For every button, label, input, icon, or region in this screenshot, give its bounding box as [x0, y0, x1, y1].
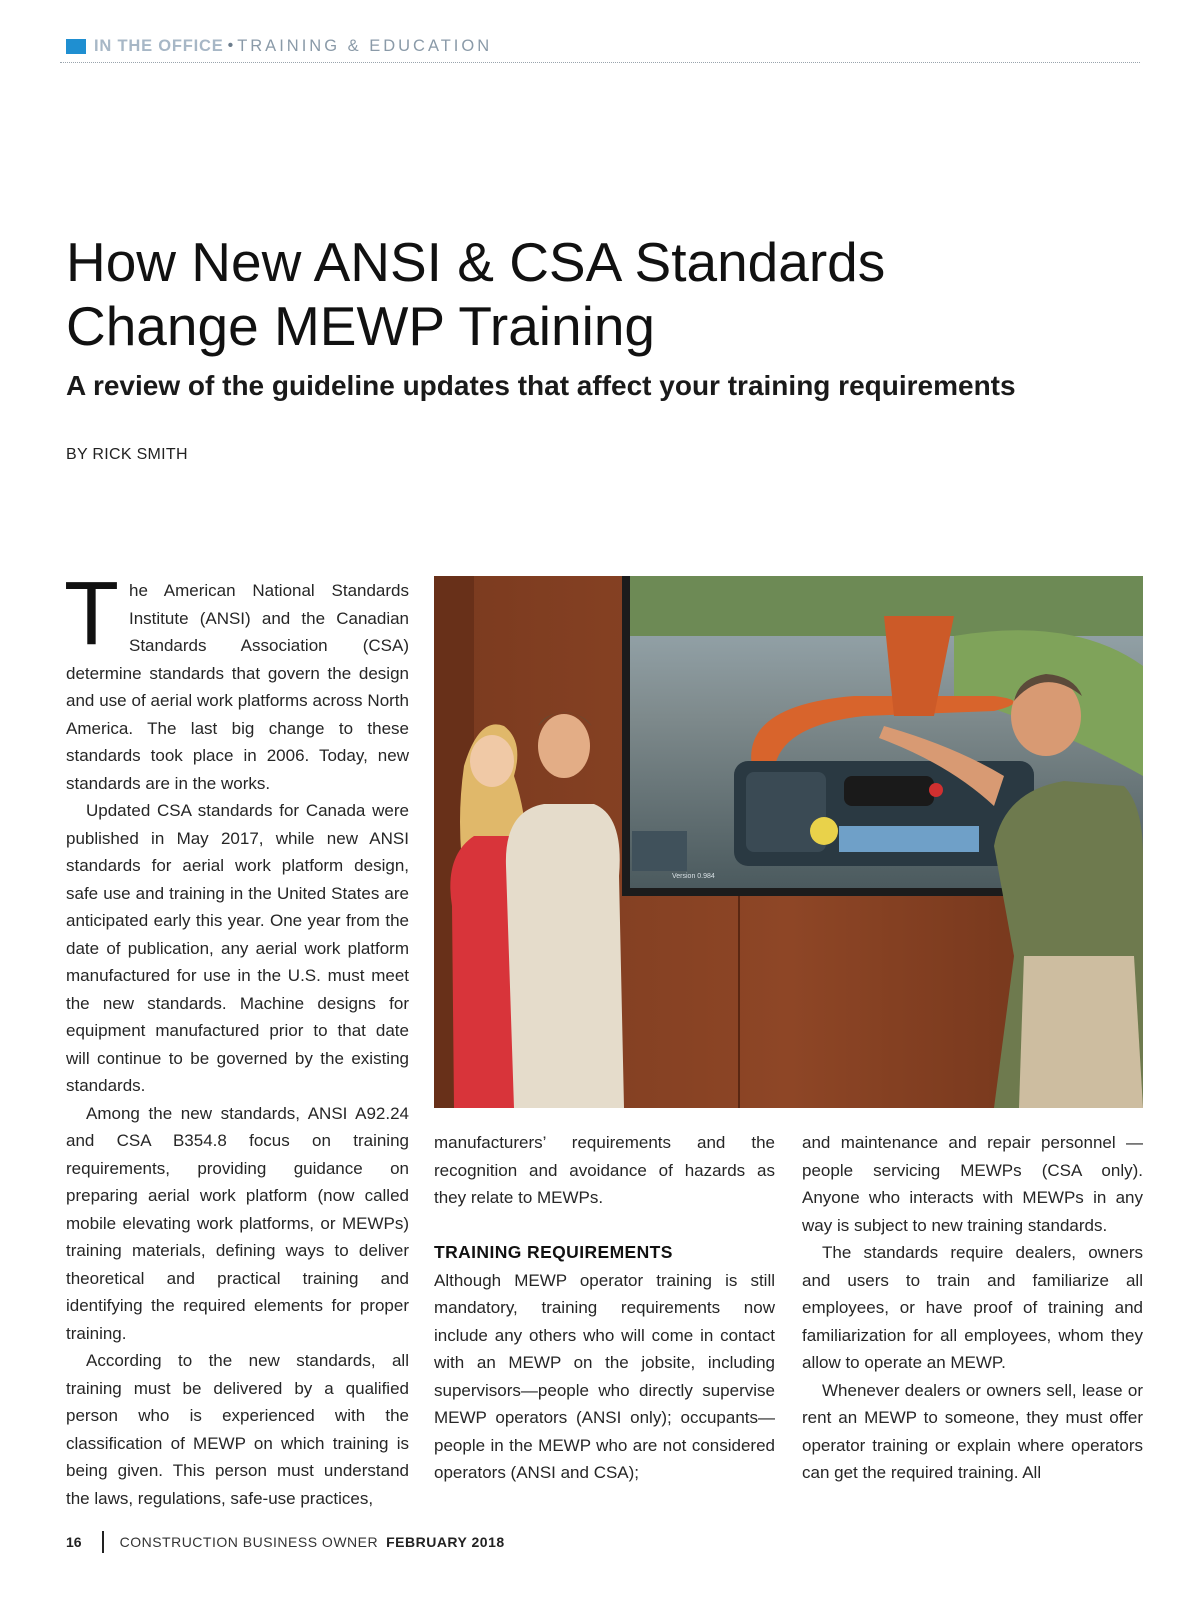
title-line-2: Change MEWP Training [66, 295, 655, 357]
paragraph-3: Among the new standards, ANSI A92.24 and CSA B354.8 focus on training requirements, providing guidance on preparing aerial work platform (now called mobile elevating work platforms, or MEWPs) training materials, defining ways to deliver theoretical and practical training and identifying the required elements for proper training. [66, 1103, 409, 1343]
paragraph-2: Updated CSA standards for Canada were published in May 2017, while new ANSI standards for aerial work platform design, safe use and training in the United States are anticipated early this year. One year from the date of publication, any aerial work platform manufactured for use in the U.S. must meet the new standards. Machine designs for equipment manufactured prior to that date will continue to be governed by the existing standards. [66, 801, 409, 1095]
paragraph-1-text: he American National Standards Institute (ANSI) and the Canadian Standards Association (CSA) determine standards that govern the design and use of aerial work platforms across North America. The last big change to these standards took place in 2006. Today, new standards are in the works. [66, 581, 409, 793]
article-subtitle: A review of the guideline updates that affect your training requirements [66, 370, 1016, 401]
screen-version-text: Version 0.984 [672, 873, 715, 880]
paragraph-5: manufacturers’ requirements and the recognition and avoidance of hazards as they relate to MEWPs. [434, 1133, 775, 1207]
section-name: IN THE OFFICE [94, 36, 224, 55]
text-column-3 [802, 1129, 1143, 1487]
issue-date: FEBRUARY 2018 [386, 1534, 505, 1550]
title-line-1: How New ANSI & CSA Standards [66, 231, 886, 293]
subsection-name: TRAINING & EDUCATION [237, 36, 493, 55]
text-column-2 [434, 1129, 775, 1487]
page-number: 16 [66, 1534, 82, 1550]
page-footer [66, 1530, 505, 1554]
section-header [66, 36, 492, 56]
paragraph-4: According to the new standards, all training must be delivered by a qualified person who is experienced with the classification of MEWP on which training is being given. This person must understand the laws, regulations, safe-use practices, [66, 1351, 409, 1508]
paragraph-8: The standards require dealers, owners and users to train and familiarize all employees, or have proof of training and familiarization for all employees, whom they allow to operate an MEWP. [802, 1243, 1143, 1372]
drop-cap: T [64, 564, 119, 664]
section-separator: • [227, 37, 234, 54]
text-column-1 [64, 564, 409, 1512]
paragraph-7: and maintenance and repair personnel —people servicing MEWPs (CSA only). Anyone who interacts with MEWPs in any way is subject to new training standards. [802, 1133, 1143, 1235]
section-marker-icon [66, 39, 86, 54]
paragraph-6: Although MEWP operator training is still mandatory, training requirements now include any others who will come in contact with an MEWP on the jobsite, including supervisors—people who directly supervise MEWP operators (ANSI only); occupants—people in the MEWP who are not considered operators (ANSI and CSA); [434, 1270, 775, 1482]
paragraph-9: Whenever dealers or owners sell, lease or rent an MEWP to someone, they must offer operator training or explain where operators can get the required training. All [802, 1380, 1143, 1482]
footer-divider [102, 1531, 104, 1553]
article-photo [434, 576, 1143, 1108]
byline: BY RICK SMITH [66, 446, 188, 463]
header-divider [60, 62, 1140, 63]
paragraph-1 [64, 564, 409, 797]
article-title [66, 230, 1146, 358]
publication-name: CONSTRUCTION BUSINESS OWNER [119, 1534, 379, 1550]
subhead-training-requirements: TRAINING REQUIREMENTS [434, 1242, 673, 1262]
